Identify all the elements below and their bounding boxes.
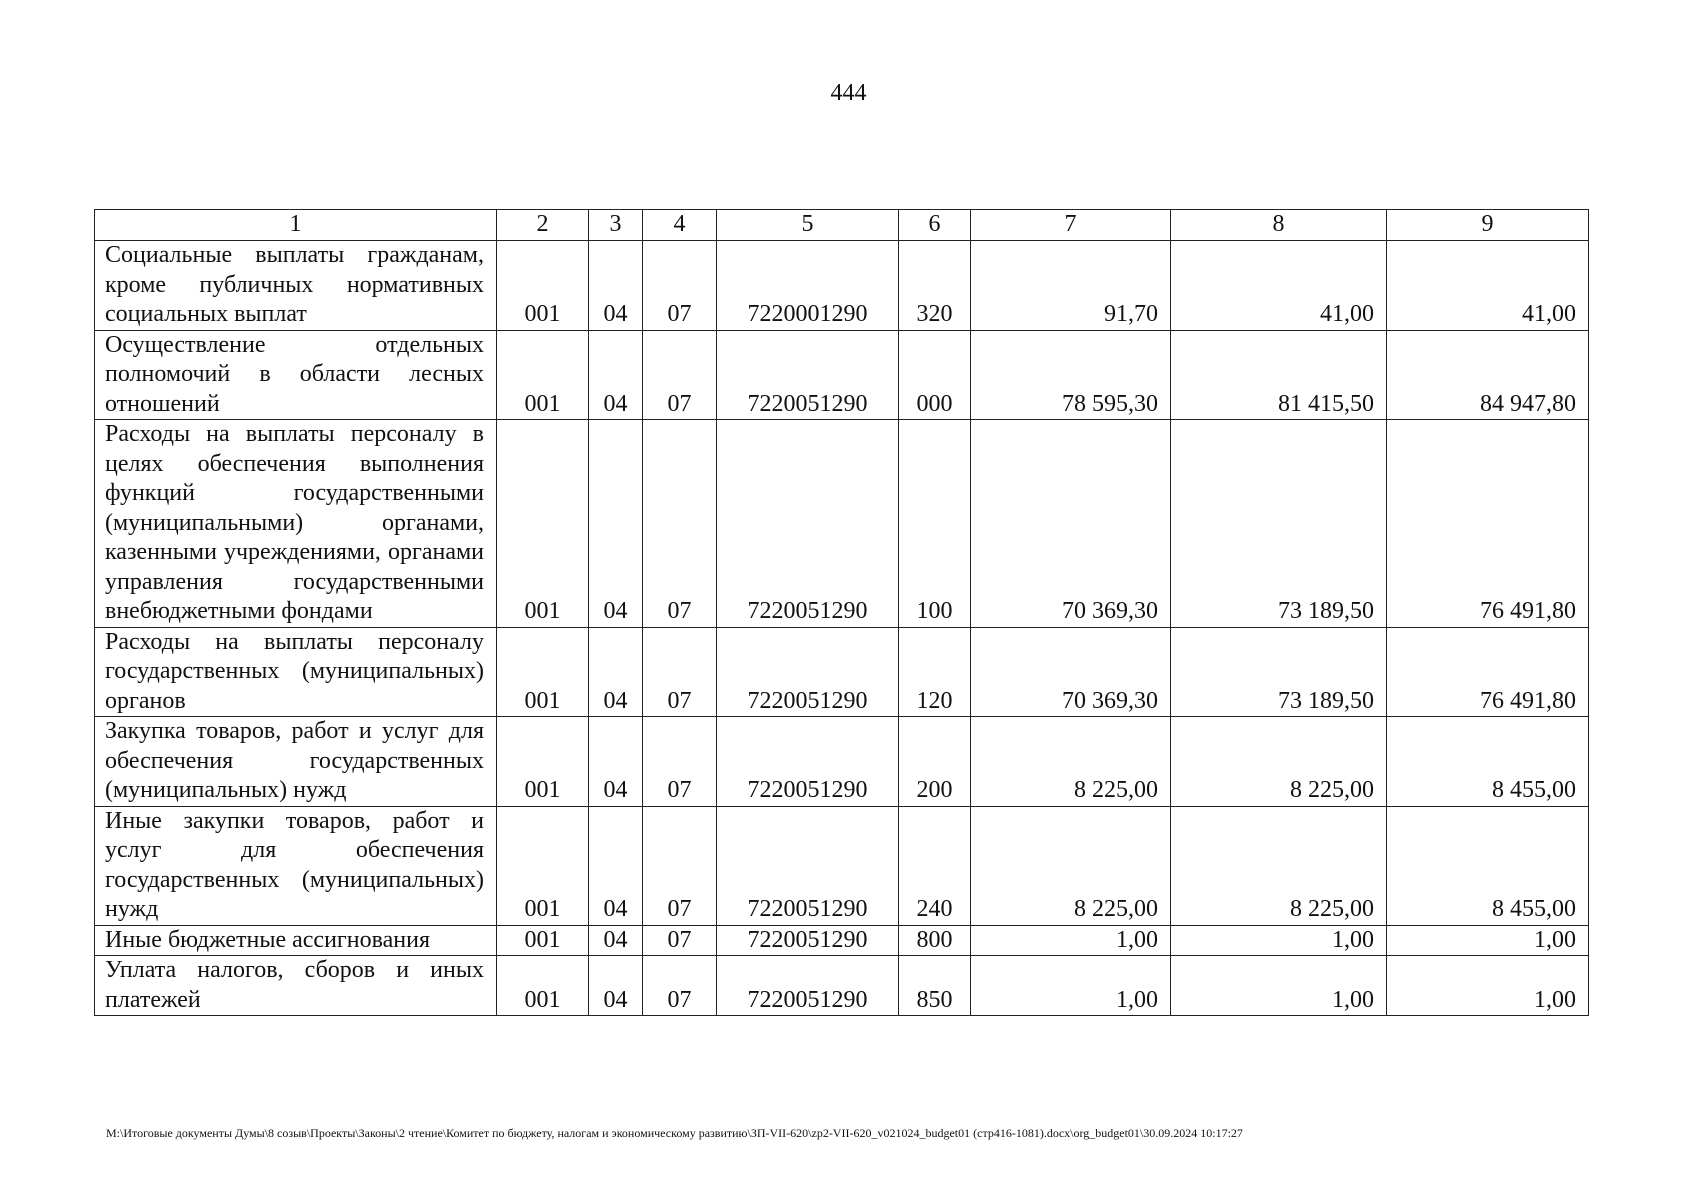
column-header: 3	[589, 210, 643, 241]
amount-cell: 8 225,00	[971, 806, 1171, 925]
amount-cell: 1,00	[1171, 956, 1387, 1016]
code-cell: 07	[643, 627, 717, 717]
amount-cell: 1,00	[1387, 956, 1589, 1016]
table-row	[95, 330, 1589, 420]
page-number: 444	[830, 80, 867, 106]
code-cell: 04	[589, 717, 643, 807]
table-row	[95, 717, 1589, 807]
code-cell: 07	[643, 925, 717, 956]
code-cell: 07	[643, 956, 717, 1016]
code-cell: 001	[497, 330, 589, 420]
column-header: 8	[1171, 210, 1387, 241]
code-cell: 001	[497, 420, 589, 628]
code-cell: 001	[497, 717, 589, 807]
amount-cell: 1,00	[1171, 925, 1387, 956]
code-cell: 7220001290	[717, 241, 899, 331]
code-cell: 7220051290	[717, 925, 899, 956]
code-cell: 120	[899, 627, 971, 717]
code-cell: 04	[589, 420, 643, 628]
table-row	[95, 806, 1589, 925]
amount-cell: 76 491,80	[1387, 627, 1589, 717]
expense-name-cell: Социальные выплаты гражданам, кроме публичных нормативных социальных выплат	[95, 241, 497, 331]
amount-cell: 1,00	[1387, 925, 1589, 956]
column-header: 2	[497, 210, 589, 241]
code-cell: 001	[497, 627, 589, 717]
amount-cell: 73 189,50	[1171, 420, 1387, 628]
column-header: 5	[717, 210, 899, 241]
code-cell: 04	[589, 956, 643, 1016]
amount-cell: 41,00	[1171, 241, 1387, 331]
column-header: 7	[971, 210, 1171, 241]
code-cell: 04	[589, 627, 643, 717]
expense-name-cell: Иные закупки товаров, работ и услуг для обеспечения государственных (муниципальных) нужд	[95, 806, 497, 925]
code-cell: 000	[899, 330, 971, 420]
table-row	[95, 925, 1589, 956]
code-cell: 7220051290	[717, 330, 899, 420]
amount-cell: 73 189,50	[1171, 627, 1387, 717]
code-cell: 07	[643, 420, 717, 628]
code-cell: 001	[497, 925, 589, 956]
amount-cell: 70 369,30	[971, 627, 1171, 717]
amount-cell: 8 225,00	[1171, 806, 1387, 925]
amount-cell: 1,00	[971, 956, 1171, 1016]
amount-cell: 1,00	[971, 925, 1171, 956]
amount-cell: 41,00	[1387, 241, 1589, 331]
code-cell: 100	[899, 420, 971, 628]
amount-cell: 76 491,80	[1387, 420, 1589, 628]
code-cell: 07	[643, 330, 717, 420]
expense-name-cell: Расходы на выплаты персоналу государственных (муниципальных) органов	[95, 627, 497, 717]
amount-cell: 81 415,50	[1171, 330, 1387, 420]
code-cell: 7220051290	[717, 717, 899, 807]
amount-cell: 8 455,00	[1387, 806, 1589, 925]
code-cell: 04	[589, 241, 643, 331]
column-header: 1	[95, 210, 497, 241]
table-row	[95, 241, 1589, 331]
code-cell: 04	[589, 925, 643, 956]
amount-cell: 70 369,30	[971, 420, 1171, 628]
expense-name-cell: Закупка товаров, работ и услуг для обеспечения государственных (муниципальных) нужд	[95, 717, 497, 807]
amount-cell: 91,70	[971, 241, 1171, 331]
footer-file-path: M:\Итоговые документы Думы\8 созыв\Проекты\Законы\2 чтение\Комитет по бюджету, налогам и экономическому развитию\ЗП-VII-620\zp2-VII-620_v021024_budget01 (стр416-1081).docx\org_budget01\30.09.2024 10:17:27	[106, 1126, 1243, 1140]
code-cell: 04	[589, 330, 643, 420]
code-cell: 07	[643, 717, 717, 807]
code-cell: 001	[497, 956, 589, 1016]
code-cell: 001	[497, 806, 589, 925]
amount-cell: 84 947,80	[1387, 330, 1589, 420]
code-cell: 7220051290	[717, 420, 899, 628]
code-cell: 04	[589, 806, 643, 925]
code-cell: 240	[899, 806, 971, 925]
expense-name-cell: Иные бюджетные ассигнования	[95, 925, 497, 956]
column-header: 6	[899, 210, 971, 241]
amount-cell: 8 225,00	[971, 717, 1171, 807]
budget-table	[94, 209, 1589, 1016]
code-cell: 7220051290	[717, 956, 899, 1016]
code-cell: 7220051290	[717, 627, 899, 717]
code-cell: 07	[643, 241, 717, 331]
amount-cell: 78 595,30	[971, 330, 1171, 420]
table-row	[95, 627, 1589, 717]
code-cell: 7220051290	[717, 806, 899, 925]
expense-name-cell: Расходы на выплаты персоналу в целях обеспечения выполнения функций государственными (муниципальными) органами, казенными учреждениями, органами управления государственными внебюджетными фондами	[95, 420, 497, 628]
amount-cell: 8 225,00	[1171, 717, 1387, 807]
code-cell: 200	[899, 717, 971, 807]
column-header: 4	[643, 210, 717, 241]
code-cell: 800	[899, 925, 971, 956]
code-cell: 850	[899, 956, 971, 1016]
code-cell: 001	[497, 241, 589, 331]
table-row	[95, 420, 1589, 628]
amount-cell: 8 455,00	[1387, 717, 1589, 807]
header-row	[95, 210, 1589, 241]
table-row	[95, 956, 1589, 1016]
code-cell: 07	[643, 806, 717, 925]
column-header: 9	[1387, 210, 1589, 241]
expense-name-cell: Осуществление отдельных полномочий в области лесных отношений	[95, 330, 497, 420]
expense-name-cell: Уплата налогов, сборов и иных платежей	[95, 956, 497, 1016]
code-cell: 320	[899, 241, 971, 331]
